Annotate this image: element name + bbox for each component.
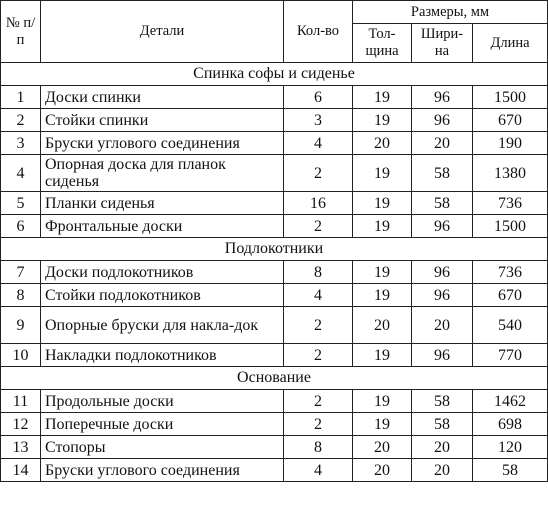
part-quantity: 2: [284, 390, 353, 413]
row-number: 8: [1, 284, 41, 307]
part-length: 670: [473, 284, 548, 307]
section-title: Подлокотники: [1, 238, 548, 261]
part-thickness: 20: [353, 307, 412, 344]
part-length: 1500: [473, 86, 548, 109]
part-width: 96: [412, 261, 473, 284]
header-details: Детали: [41, 1, 284, 63]
row-number: 3: [1, 132, 41, 155]
part-width: 58: [412, 413, 473, 436]
section-row: [1, 63, 548, 86]
part-width: 58: [412, 390, 473, 413]
part-width: 96: [412, 215, 473, 238]
part-thickness: 19: [353, 215, 412, 238]
part-quantity: 6: [284, 86, 353, 109]
part-name: Опорные бруски для накла-док: [41, 307, 284, 344]
part-length: 120: [473, 436, 548, 459]
part-length: 540: [473, 307, 548, 344]
part-name: Стойки подлокотников: [41, 284, 284, 307]
row-number: 1: [1, 86, 41, 109]
part-quantity: 2: [284, 307, 353, 344]
table-row: [1, 390, 548, 413]
part-length: 698: [473, 413, 548, 436]
table-row: [1, 436, 548, 459]
part-width: 20: [412, 459, 473, 482]
part-width: 96: [412, 344, 473, 367]
part-width: 20: [412, 307, 473, 344]
part-width: 58: [412, 155, 473, 192]
part-quantity: 16: [284, 192, 353, 215]
table-row: [1, 132, 548, 155]
part-thickness: 19: [353, 109, 412, 132]
table-row: [1, 192, 548, 215]
part-thickness: 19: [353, 344, 412, 367]
table-body: [1, 63, 548, 482]
part-thickness: 20: [353, 132, 412, 155]
part-quantity: 2: [284, 413, 353, 436]
row-number: 5: [1, 192, 41, 215]
part-quantity: 4: [284, 459, 353, 482]
part-thickness: 19: [353, 192, 412, 215]
row-number: 6: [1, 215, 41, 238]
table-row: [1, 307, 548, 344]
part-thickness: 19: [353, 261, 412, 284]
part-quantity: 4: [284, 284, 353, 307]
table-header: [1, 1, 548, 63]
part-quantity: 4: [284, 132, 353, 155]
section-title: Основание: [1, 367, 548, 390]
table-row: [1, 413, 548, 436]
part-name: Стопоры: [41, 436, 284, 459]
row-number: 9: [1, 307, 41, 344]
part-name: Опорная доска для планок сиденья: [41, 155, 284, 192]
header-quantity: Кол-во: [284, 1, 353, 63]
part-quantity: 8: [284, 261, 353, 284]
table-row: [1, 215, 548, 238]
row-number: 13: [1, 436, 41, 459]
row-number: 12: [1, 413, 41, 436]
part-length: 736: [473, 192, 548, 215]
row-number: 10: [1, 344, 41, 367]
part-length: 1380: [473, 155, 548, 192]
part-thickness: 19: [353, 284, 412, 307]
part-width: 96: [412, 109, 473, 132]
part-name: Бруски углового соединения: [41, 459, 284, 482]
part-thickness: 19: [353, 86, 412, 109]
table-row: [1, 86, 548, 109]
part-length: 770: [473, 344, 548, 367]
section-title: Спинка софы и сиденье: [1, 63, 548, 86]
table-row: [1, 459, 548, 482]
part-length: 736: [473, 261, 548, 284]
row-number: 14: [1, 459, 41, 482]
part-length: 1500: [473, 215, 548, 238]
row-number: 11: [1, 390, 41, 413]
part-name: Доски спинки: [41, 86, 284, 109]
part-name: Бруски углового соединения: [41, 132, 284, 155]
part-thickness: 20: [353, 436, 412, 459]
part-length: 58: [473, 459, 548, 482]
part-length: 190: [473, 132, 548, 155]
header-number: № п/п: [1, 1, 41, 63]
part-name: Продольные доски: [41, 390, 284, 413]
table-row: [1, 155, 548, 192]
part-width: 96: [412, 86, 473, 109]
header-length: Длина: [473, 24, 548, 63]
table-row: [1, 284, 548, 307]
part-quantity: 2: [284, 344, 353, 367]
part-width: 58: [412, 192, 473, 215]
table-row: [1, 344, 548, 367]
part-width: 96: [412, 284, 473, 307]
part-quantity: 8: [284, 436, 353, 459]
part-length: 670: [473, 109, 548, 132]
header-thickness: Тол-щина: [353, 24, 412, 63]
part-quantity: 2: [284, 155, 353, 192]
row-number: 4: [1, 155, 41, 192]
section-row: [1, 367, 548, 390]
part-name: Планки сиденья: [41, 192, 284, 215]
part-name: Поперечные доски: [41, 413, 284, 436]
part-name: Доски подлокотников: [41, 261, 284, 284]
part-length: 1462: [473, 390, 548, 413]
table-row: [1, 261, 548, 284]
part-thickness: 20: [353, 459, 412, 482]
part-quantity: 3: [284, 109, 353, 132]
row-number: 7: [1, 261, 41, 284]
table-row: [1, 109, 548, 132]
header-sizes: Размеры, мм: [353, 1, 548, 24]
part-thickness: 19: [353, 390, 412, 413]
part-name: Фронтальные доски: [41, 215, 284, 238]
part-name: Накладки подлокотников: [41, 344, 284, 367]
row-number: 2: [1, 109, 41, 132]
part-name: Стойки спинки: [41, 109, 284, 132]
part-thickness: 19: [353, 413, 412, 436]
part-quantity: 2: [284, 215, 353, 238]
header-width: Шири-на: [412, 24, 473, 63]
part-width: 20: [412, 132, 473, 155]
section-row: [1, 238, 548, 261]
part-thickness: 19: [353, 155, 412, 192]
part-width: 20: [412, 436, 473, 459]
